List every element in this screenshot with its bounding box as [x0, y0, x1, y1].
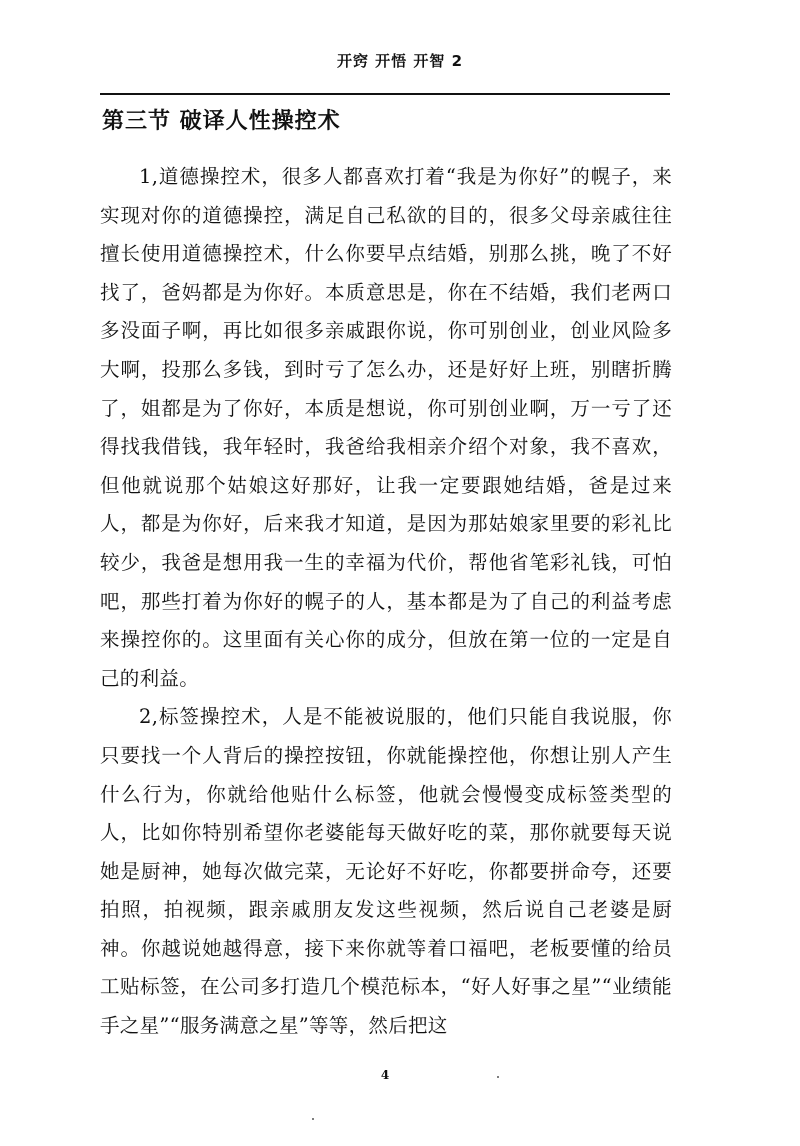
running-header: 开窍 开悟 开智 2: [336, 52, 464, 70]
section-title: 第三节 破译人性操控术: [102, 109, 341, 134]
paragraph-moral-manipulation: 1,道德操控术，很多人都喜欢打着“我是为你好”的幌子，来实现对你的道德操控，满足自己私欲的目的，很多父母亲戚往往擅长使用道德操控术，什么你要早点结婚，别那么挑，晚了不好找了，爸妈都是为你好。本质意思是，你在不结婚，我们老两口多没面子啊，再比如很多亲戚跟你说，你可别创业，创业风险多大啊，投那么多钱，到时亏了怎么办，还是好好上班，别瞎折腾了，姐都是为了你好，本质是想说，你可别创业啊，万一亏了还得找我借钱，我年轻时，我爸给我相亲介绍个对象，我不喜欢，但他就说那个姑娘这好那好，让我一定要跟她结婚，爸是过来人，都是为你好，后来我才知道，是因为那姑娘家里要的彩礼比较少，我爸是想用我一生的幸福为代价，帮他省笔彩礼钱，可怕吧，那些打着为你好的幌子的人，基本都是为了自己的利益考虑来操控你的。这里面有关心你的成分，但放在第一位的一定是自己的利益。: [100, 165, 672, 690]
body-text: [100, 158, 672, 1046]
scan-speck: [497, 1076, 499, 1078]
paragraph-label-manipulation: 2,标签操控术，人是不能被说服的，他们只能自我说服，你只要找一个人背后的操控按钮，你就能操控他，你想让别人产生什么行为，你就给他贴什么标签，他就会慢慢变成标签类型的人，比如你特别希望你老婆能每天做好吃的菜，那你就要每天说她是厨神，她每次做完菜，无论好不好吃，你都要拼命夸，还要拍照，拍视频，跟亲戚朋友发这些视频，然后说自己老婆是厨神。你越说她越得意，接下来你就等着口福吧，老板要懂的给员工贴标签，在公司多打造几个模范标本，“好人好事之星”“业绩能手之星”“服务满意之星”等等，然后把这: [100, 705, 672, 1038]
header-rule: [100, 93, 670, 95]
page-number: 4: [380, 1068, 390, 1082]
scan-speck: [312, 1118, 314, 1120]
